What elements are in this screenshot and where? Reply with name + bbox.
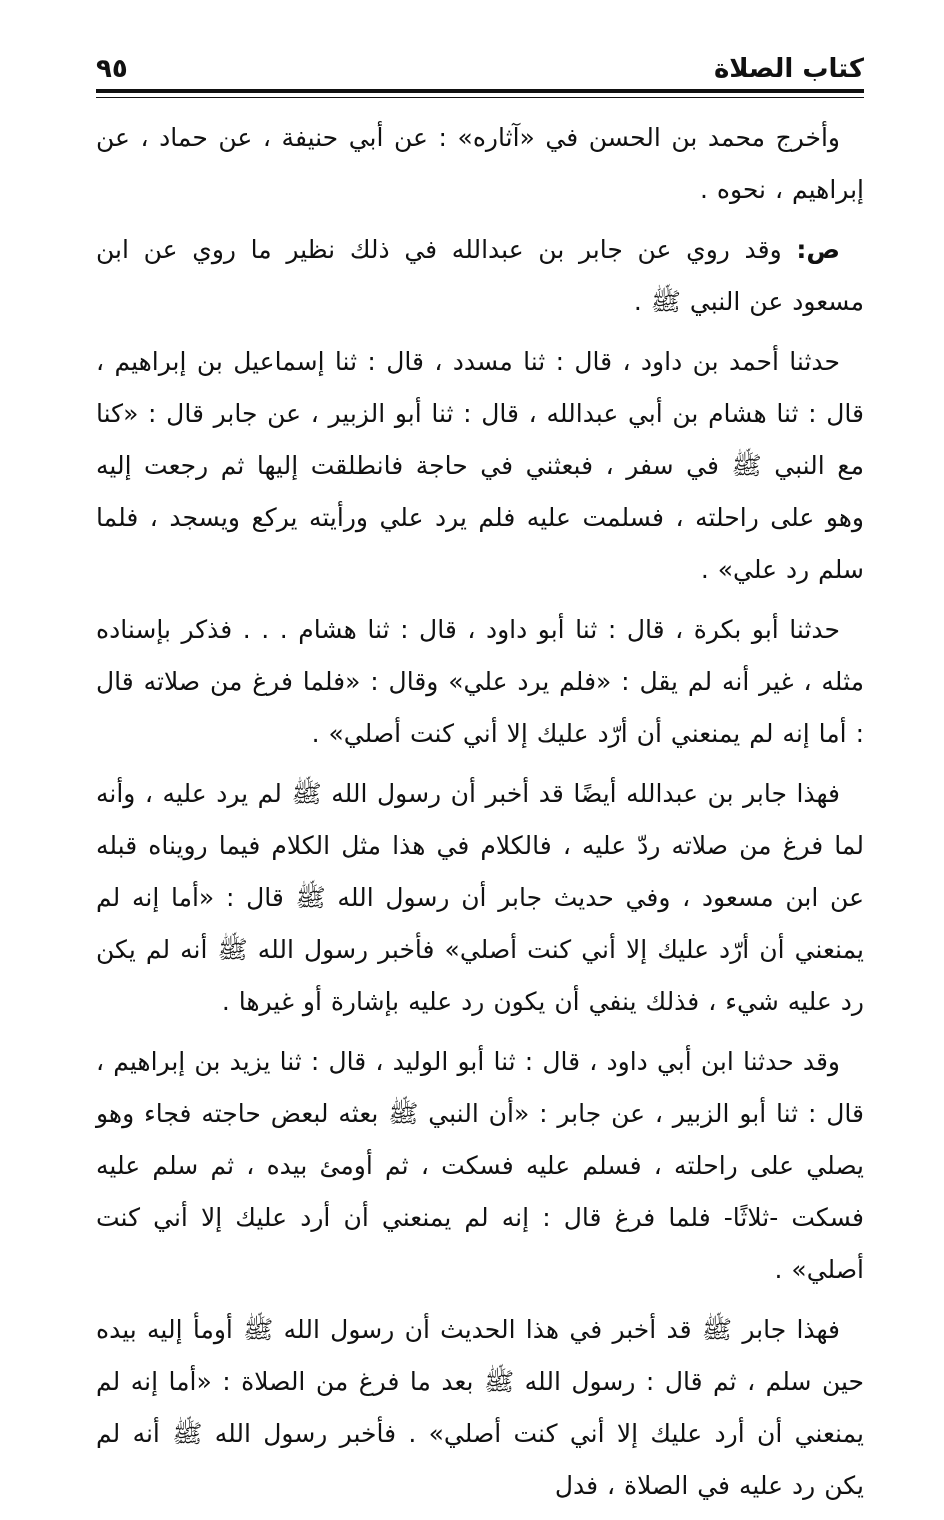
paragraph-2-text: وقد روي عن جابر بن عبدالله في ذلك نظير ما روي عن ابن مسعود عن النبي ﷺ . xyxy=(96,235,864,316)
paragraph-3: حدثنا أحمد بن داود ، قال : ثنا مسدد ، قال : ثنا إسماعيل بن إبراهيم ، قال : ثنا هشام بن أبي عبدالله ، قال : ثنا أبو الزبير ، عن جابر قال : «كنا مع النبي ﷺ في سفر ، فبعثني في حاجة فانطلقت إليها ثم رجعت إليه وهو على راحلته ، فسلمت عليه فلم يرد علي ورأيته يركع ويسجد ، فلما سلم رد علي» . xyxy=(96,347,864,584)
page-number: ٩٥ xyxy=(96,54,128,84)
paragraph-7: فهذا جابر ﷺ قد أخبر في هذا الحديث أن رسول الله ﷺ أومأ إليه بيده حين سلم ، ثم قال : رسول الله ﷺ بعد ما فرغ من الصلاة : «أما إنه لم يمنعني أن أرد عليك إلا أني كنت أصلي» . فأخبر رسول الله ﷺ أنه لم يكن رد عليه في الصلاة ، فدل xyxy=(96,1315,864,1500)
header-rule-thin xyxy=(96,97,864,98)
paragraph-5: فهذا جابر بن عبدالله أيضًا قد أخبر أن رسول الله ﷺ لم يرد عليه ، وأنه لما فرغ من صلاته ردّ عليه ، فالكلام في هذا مثل الكلام فيما رويناه قبله عن ابن مسعود ، وفي حديث جابر أن رسول الله ﷺ قال : «أما إنه لم يمنعني أن أرّد عليك إلا أني كنت أصلي» فأخبر رسول الله ﷺ أنه لم يكن رد عليه شيء ، فذلك ينفي أن يكون رد عليه بإشارة أو غيرها . xyxy=(96,779,864,1016)
page-header xyxy=(96,44,864,90)
paragraph-6: وقد حدثنا ابن أبي داود ، قال : ثنا أبو الوليد ، قال : ثنا يزيد بن إبراهيم ، قال : ثنا أبو الزبير ، عن جابر : «أن النبي ﷺ بعثه لبعض حاجته فجاء وهو يصلي على راحلته ، فسلم عليه فسكت ، ثم أومئ بيده ، ثم سلم عليه فسكت -ثلاثًا- فلما فرغ قال : إنه لم يمنعني أن أرد عليك إلا أني كنت أصلي» . xyxy=(96,1047,864,1284)
chapter-title: كتاب الصلاة xyxy=(713,54,864,84)
paragraph-1: وأخرج محمد بن الحسن في «آثاره» : عن أبي حنيفة ، عن حماد ، عن إبراهيم ، نحوه . xyxy=(96,123,864,204)
paragraph-4: حدثنا أبو بكرة ، قال : ثنا أبو داود ، قال : ثنا هشام . . . فذكر بإسناده مثله ، غير أنه لم يقل : «فلم يرد علي» وقال : «فلما فرغ من صلاته قال : أما إنه لم يمنعني أن أرّد عليك إلا أني كنت أصلي» . xyxy=(96,615,864,748)
paragraph-lead-marker: ص: xyxy=(796,235,840,264)
body-text xyxy=(96,112,864,1520)
header-rule-thick xyxy=(96,89,864,93)
paragraph-2 xyxy=(96,224,864,328)
